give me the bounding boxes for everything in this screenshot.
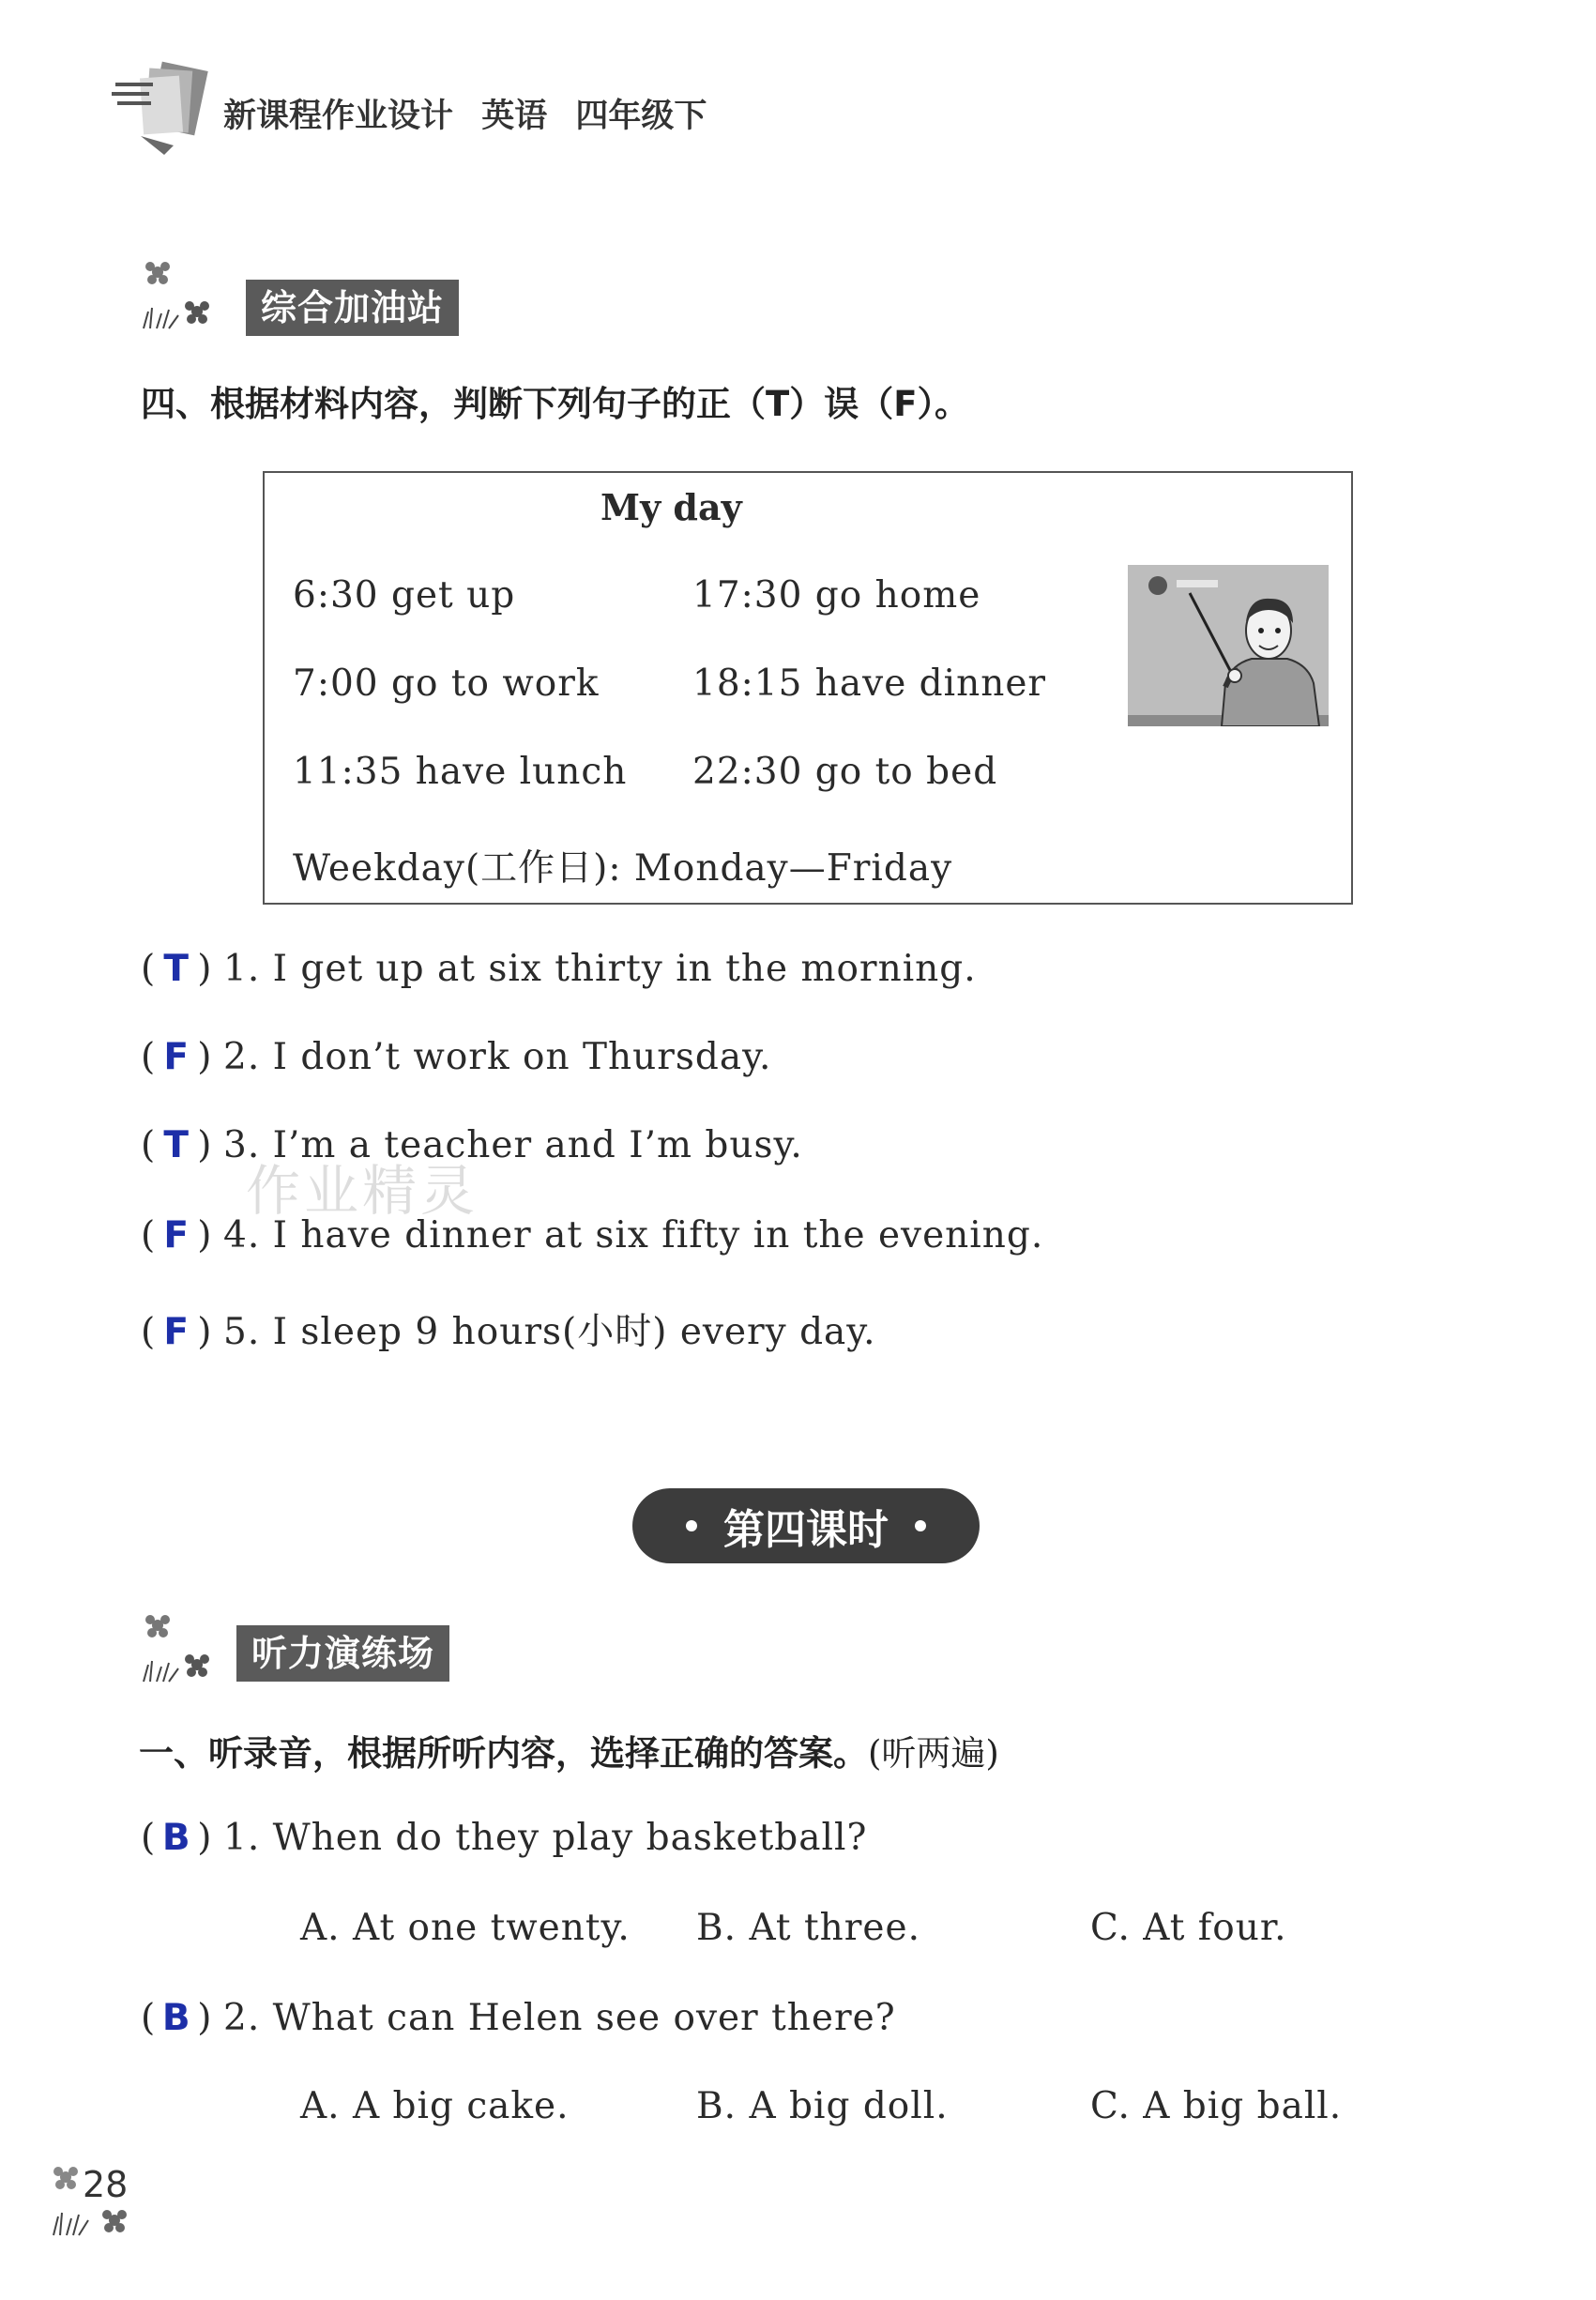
judge-item: ( F ) 4. I have dinner at six fifty in the evening. (141, 1214, 1044, 1257)
question-title-judge: 四、根据材料内容，判断下列句子的正（T）误（F）。 (141, 384, 970, 424)
answer-mark: F (163, 1311, 190, 1353)
flower-grass-icon (139, 1607, 214, 1691)
page-number: 28 (83, 2164, 129, 2205)
schedule-item: 7:00 go to work (293, 663, 600, 705)
flower-grass-icon (139, 253, 214, 338)
grass-icon (49, 2201, 133, 2239)
listening-item: ( B ) 1. When do they play basketball? (141, 1817, 868, 1859)
weekday-note: Weekday(工作日): Monday—Friday (293, 847, 953, 890)
header-subject: 英语 (481, 98, 548, 135)
answer-mark: B (161, 1817, 191, 1859)
judge-item: ( F ) 2. I don’t work on Thursday. (141, 1036, 772, 1078)
option-b: B. A big doll. (696, 2085, 949, 2127)
header-book: 新课程作业设计 (223, 98, 454, 135)
judge-item: ( T ) 3. I’m a teacher and I’m busy. (141, 1124, 803, 1166)
dot-icon (686, 1520, 697, 1531)
schedule-item: 11:35 have lunch (293, 751, 628, 793)
lesson-title: 第四课时 (723, 1506, 889, 1554)
answer-mark: F (163, 1214, 190, 1257)
dot-icon (915, 1520, 926, 1531)
judge-sentence: 2. I don’t work on Thursday. (223, 1036, 772, 1078)
judge-item: ( F ) 5. I sleep 9 hours(小时) every day. (141, 1311, 876, 1353)
schedule-item: 22:30 go to bed (692, 751, 998, 793)
answer-mark: B (161, 1997, 191, 2039)
question-note: (听两遍) (868, 1733, 999, 1774)
option-a: A. At one twenty. (300, 1907, 631, 1949)
header-grade: 四年级下 (575, 98, 707, 135)
question-text: 一、听录音，根据所听内容，选择正确的答案。 (139, 1733, 868, 1774)
judge-item: ( T ) 1. I get up at six thirty in the morning. (141, 948, 977, 990)
judge-sentence: 5. I sleep 9 hours(小时) every day. (223, 1311, 876, 1353)
answer-mark: T (163, 948, 190, 990)
material-title: My day (600, 486, 742, 528)
listening-question: 1. When do they play basketball? (223, 1817, 868, 1859)
judge-sentence: 1. I get up at six thirty in the morning. (223, 948, 977, 990)
schedule-item: 6:30 get up (293, 574, 516, 617)
schedule-item: 18:15 have dinner (692, 663, 1047, 705)
answer-mark: F (163, 1036, 190, 1078)
flower-icon (47, 2158, 84, 2196)
section-banner-review: 综合加油站 (246, 280, 459, 336)
answer-mark: T (163, 1124, 190, 1166)
listening-question: 2. What can Helen see over there? (223, 1997, 896, 2039)
judge-sentence: 4. I have dinner at six fifty in the evening. (223, 1214, 1044, 1257)
listening-item: ( B ) 2. What can Helen see over there? (141, 1997, 896, 2039)
option-b: B. At three. (696, 1907, 920, 1949)
option-a: A. A big cake. (300, 2085, 570, 2127)
option-c: C. At four. (1090, 1907, 1287, 1949)
schedule-item: 17:30 go home (692, 574, 981, 617)
option-c: C. A big ball. (1090, 2085, 1343, 2127)
book-stack-icon (108, 56, 211, 160)
lesson-heading (632, 1488, 980, 1563)
watermark: 作业精灵 (246, 1159, 479, 1223)
question-title-listening (139, 1725, 999, 1775)
header-title (223, 90, 723, 137)
teacher-illustration (1128, 565, 1329, 726)
judge-sentence: 3. I’m a teacher and I’m busy. (223, 1124, 803, 1166)
section-banner-listening: 听力演练场 (236, 1625, 449, 1682)
